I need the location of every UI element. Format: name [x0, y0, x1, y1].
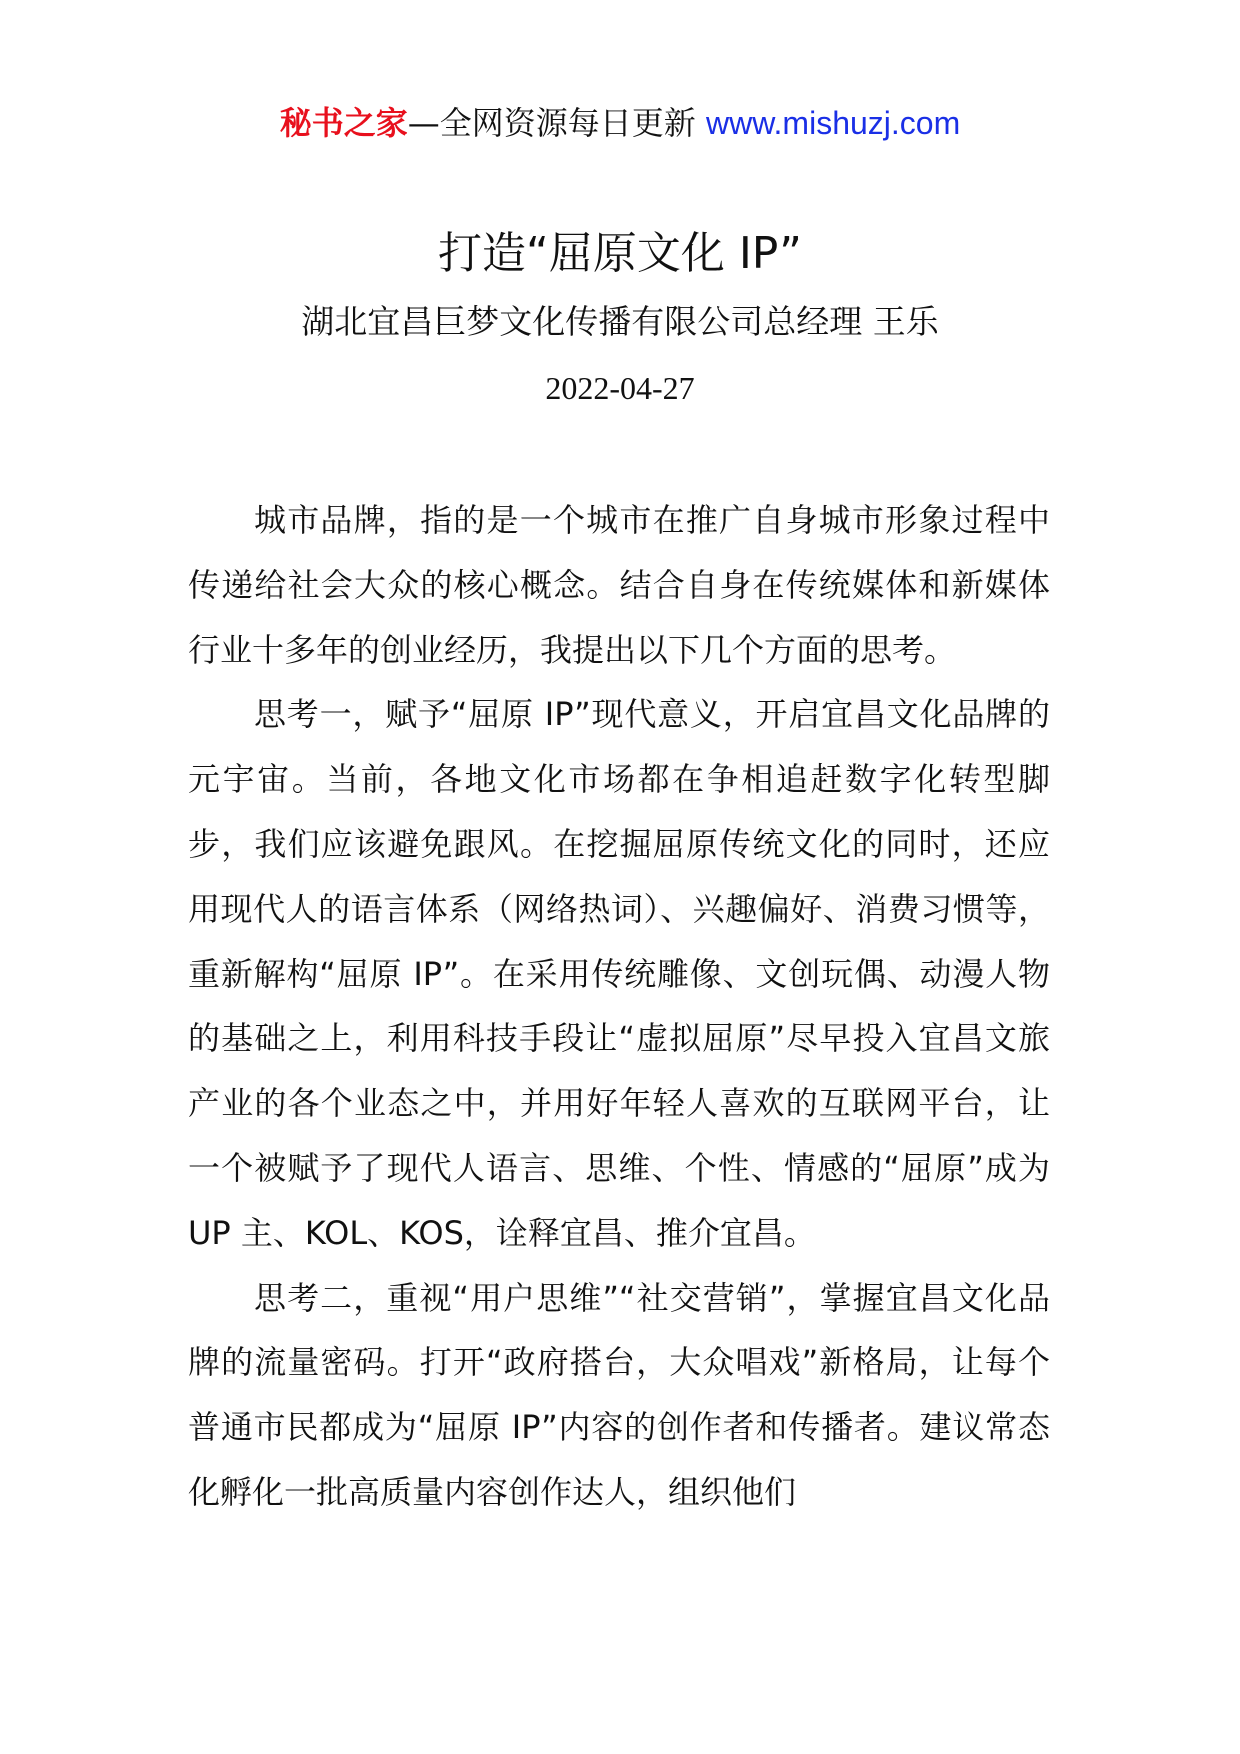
brand-name: 秘书之家	[279, 104, 408, 142]
paragraph: 城市品牌，指的是一个城市在推广自身城市形象过程中传递给社会大众的核心概念。结合自身在传统媒体和新媒体行业十多年的创业经历，我提出以下几个方面的思考。	[188, 501, 1050, 669]
header-tagline: —全网资源每日更新	[407, 104, 706, 142]
paragraph: 思考一，赋予“屈原 IP”现代意义，开启宜昌文化品牌的元宇宙。当前，各地文化市场都在争相追赶数字化转型脚步，我们应该避免跟风。在挖掘屈原传统文化的同时，还应用现代人的语言体系（网络热词）、兴趣偏好、消费习惯等，重新解构“屈原 IP”。在采用传统雕像、文创玩偶、动漫人物的基础之上，利用科技手段让“虚拟屈原”尽早投入宜昌文旅产业的各个业态之中，并用好年轻人喜欢的互联网平台，让一个被赋予了现代人语言、思维、个性、情感的“屈原”成为 UP 主、KOL、KOS，诠释宜昌、推介宜昌。	[188, 695, 1050, 1252]
article-body	[188, 488, 1050, 1525]
website-link[interactable]: www.mishuzj.com	[705, 105, 961, 141]
article-byline: 湖北宜昌巨梦文化传播有限公司总经理 王乐	[301, 302, 939, 341]
article-title: 打造“屈原文化 IP”	[438, 228, 802, 279]
paragraph: 思考二，重视“用户思维”“社交营销”，掌握宜昌文化品牌的流量密码。打开“政府搭台，大众唱戏”新格局，让每个普通市民都成为“屈原 IP”内容的创作者和传播者。建议常态化孵化一批高质量内容创作达人，组织他们	[188, 1278, 1050, 1511]
page-header	[0, 98, 1240, 148]
article-date: 2022-04-27	[545, 370, 695, 406]
